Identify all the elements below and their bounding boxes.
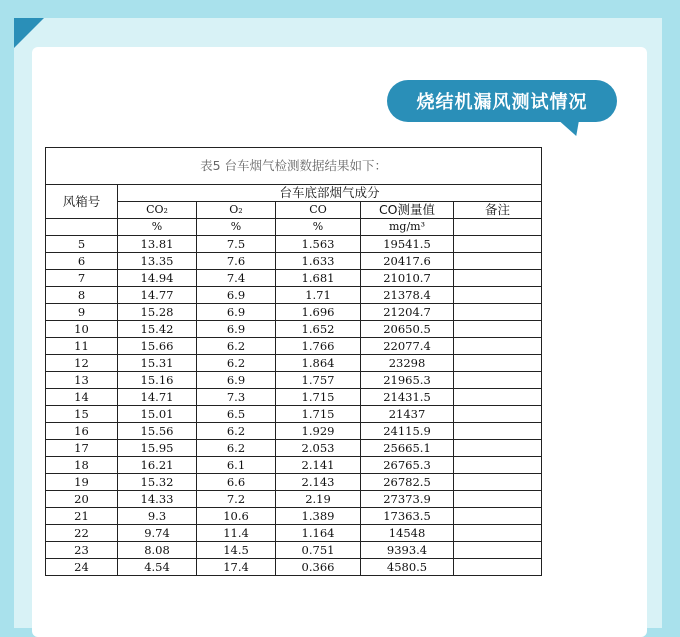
table-row <box>46 389 542 406</box>
table-cell: 6.9 <box>197 321 276 338</box>
table-cell: 2.141 <box>276 457 361 474</box>
table-row <box>46 270 542 287</box>
table-cell: 11 <box>46 338 118 355</box>
unit-cell: mg/m³ <box>361 219 454 236</box>
table-cell: 24115.9 <box>361 423 454 440</box>
table-cell: 2.19 <box>276 491 361 508</box>
table-cell <box>454 525 542 542</box>
table-row <box>46 491 542 508</box>
table-cell: 14 <box>46 389 118 406</box>
table-row <box>46 423 542 440</box>
table-cell: 8.08 <box>118 542 197 559</box>
table-row <box>46 508 542 525</box>
table-row <box>46 321 542 338</box>
table-cell: 20 <box>46 491 118 508</box>
unit-cell: % <box>118 219 197 236</box>
column-header: CO测量值 <box>361 202 454 219</box>
table-cell <box>454 389 542 406</box>
table-cell: 1.715 <box>276 389 361 406</box>
table-cell <box>454 304 542 321</box>
table-cell: 6.5 <box>197 406 276 423</box>
table-cell: 21378.4 <box>361 287 454 304</box>
table-row <box>46 338 542 355</box>
table-cell: 15.01 <box>118 406 197 423</box>
table-cell <box>454 508 542 525</box>
table-cell: 15.56 <box>118 423 197 440</box>
table-cell: 21437 <box>361 406 454 423</box>
table-cell: 13.35 <box>118 253 197 270</box>
table-cell: 1.929 <box>276 423 361 440</box>
flue-gas-table <box>45 147 542 576</box>
units-cell-empty <box>46 219 118 236</box>
table-cell: 1.681 <box>276 270 361 287</box>
row-header: 风箱号 <box>46 185 118 219</box>
table-cell: 9393.4 <box>361 542 454 559</box>
table-cell <box>454 338 542 355</box>
table-cell <box>454 440 542 457</box>
table-cell: 7 <box>46 270 118 287</box>
table-cell: 15.32 <box>118 474 197 491</box>
table-cell: 1.164 <box>276 525 361 542</box>
table-cell: 21 <box>46 508 118 525</box>
table-cell: 12 <box>46 355 118 372</box>
table-cell: 6.9 <box>197 304 276 321</box>
table-cell: 13.81 <box>118 236 197 253</box>
table-cell <box>454 491 542 508</box>
table-cell <box>454 270 542 287</box>
table-cell: 9.3 <box>118 508 197 525</box>
table-cell: 14.5 <box>197 542 276 559</box>
table-row <box>46 236 542 253</box>
table-cell: 10 <box>46 321 118 338</box>
table-cell: 0.751 <box>276 542 361 559</box>
table-cell: 6.9 <box>197 372 276 389</box>
table-cell: 10.6 <box>197 508 276 525</box>
table-cell: 15.16 <box>118 372 197 389</box>
table-cell: 6 <box>46 253 118 270</box>
table-row <box>46 253 542 270</box>
table-cell: 21010.7 <box>361 270 454 287</box>
table-cell: 15.66 <box>118 338 197 355</box>
table-cell: 14.94 <box>118 270 197 287</box>
bubble-tail <box>550 116 580 136</box>
table-cell: 17.4 <box>197 559 276 576</box>
table-cell: 6.1 <box>197 457 276 474</box>
table-cell: 1.715 <box>276 406 361 423</box>
table-cell: 17363.5 <box>361 508 454 525</box>
table-cell: 5 <box>46 236 118 253</box>
table-caption: 表5 台车烟气检测数据结果如下： <box>46 148 542 185</box>
unit-cell: % <box>276 219 361 236</box>
table-cell: 0.366 <box>276 559 361 576</box>
table-cell: 15 <box>46 406 118 423</box>
table-cell <box>454 559 542 576</box>
table-cell: 1.757 <box>276 372 361 389</box>
table-cell: 6.2 <box>197 338 276 355</box>
table-cell: 24 <box>46 559 118 576</box>
table-cell: 26765.3 <box>361 457 454 474</box>
table-cell: 4580.5 <box>361 559 454 576</box>
table-row <box>46 542 542 559</box>
table-cell: 6.2 <box>197 440 276 457</box>
table-cell: 2.053 <box>276 440 361 457</box>
table-cell <box>454 355 542 372</box>
table-cell <box>454 236 542 253</box>
corner-decoration <box>14 18 44 48</box>
table-cell: 25665.1 <box>361 440 454 457</box>
table-cell: 1.71 <box>276 287 361 304</box>
table-cell <box>454 321 542 338</box>
table-cell: 1.633 <box>276 253 361 270</box>
table-cell: 9.74 <box>118 525 197 542</box>
column-header: O₂ <box>197 202 276 219</box>
table-cell: 17 <box>46 440 118 457</box>
table-cell: 23298 <box>361 355 454 372</box>
table-row <box>46 372 542 389</box>
column-header: CO <box>276 202 361 219</box>
table-cell: 14.33 <box>118 491 197 508</box>
table-cell <box>454 423 542 440</box>
unit-cell <box>454 219 542 236</box>
table-cell: 15.95 <box>118 440 197 457</box>
table-cell: 16.21 <box>118 457 197 474</box>
table-cell: 14548 <box>361 525 454 542</box>
table-cell <box>454 253 542 270</box>
table-cell: 20650.5 <box>361 321 454 338</box>
table-cell: 7.3 <box>197 389 276 406</box>
table-cell <box>454 406 542 423</box>
table-cell: 7.2 <box>197 491 276 508</box>
table-cell: 23 <box>46 542 118 559</box>
table-cell: 11.4 <box>197 525 276 542</box>
section-title-bubble: 烧结机漏风测试情况 <box>387 80 617 122</box>
table-cell: 8 <box>46 287 118 304</box>
table-row <box>46 559 542 576</box>
table-cell: 18 <box>46 457 118 474</box>
table-cell: 14.77 <box>118 287 197 304</box>
column-header: CO₂ <box>118 202 197 219</box>
table-cell <box>454 457 542 474</box>
table-cell <box>454 287 542 304</box>
table-cell: 15.31 <box>118 355 197 372</box>
table-cell: 6.6 <box>197 474 276 491</box>
table-row <box>46 287 542 304</box>
table-cell: 13 <box>46 372 118 389</box>
table-cell <box>454 372 542 389</box>
table-cell: 4.54 <box>118 559 197 576</box>
table-cell: 27373.9 <box>361 491 454 508</box>
unit-cell: % <box>197 219 276 236</box>
table-cell: 20417.6 <box>361 253 454 270</box>
table-cell: 15.28 <box>118 304 197 321</box>
table-cell: 21204.7 <box>361 304 454 321</box>
table-row <box>46 304 542 321</box>
table-cell: 7.4 <box>197 270 276 287</box>
table-cell: 1.389 <box>276 508 361 525</box>
table-cell <box>454 542 542 559</box>
group-header: 台车底部烟气成分 <box>118 185 542 202</box>
table-cell: 1.864 <box>276 355 361 372</box>
table-cell: 1.766 <box>276 338 361 355</box>
table-cell: 7.5 <box>197 236 276 253</box>
table-row <box>46 440 542 457</box>
table-cell: 1.563 <box>276 236 361 253</box>
table-cell: 6.9 <box>197 287 276 304</box>
table-row <box>46 457 542 474</box>
table-row <box>46 406 542 423</box>
table-cell <box>454 474 542 491</box>
table-cell: 2.143 <box>276 474 361 491</box>
column-header: 备注 <box>454 202 542 219</box>
table-cell: 19 <box>46 474 118 491</box>
table-cell: 6.2 <box>197 355 276 372</box>
table-cell: 1.652 <box>276 321 361 338</box>
table-row <box>46 474 542 491</box>
table-cell: 21965.3 <box>361 372 454 389</box>
table-row <box>46 525 542 542</box>
table-row <box>46 355 542 372</box>
table-cell: 26782.5 <box>361 474 454 491</box>
table-cell: 9 <box>46 304 118 321</box>
table-cell: 7.6 <box>197 253 276 270</box>
table-cell: 19541.5 <box>361 236 454 253</box>
table-cell: 22077.4 <box>361 338 454 355</box>
table-cell: 14.71 <box>118 389 197 406</box>
table-cell: 16 <box>46 423 118 440</box>
table-cell: 15.42 <box>118 321 197 338</box>
table-cell: 22 <box>46 525 118 542</box>
table-cell: 1.696 <box>276 304 361 321</box>
table-cell: 6.2 <box>197 423 276 440</box>
table-cell: 21431.5 <box>361 389 454 406</box>
